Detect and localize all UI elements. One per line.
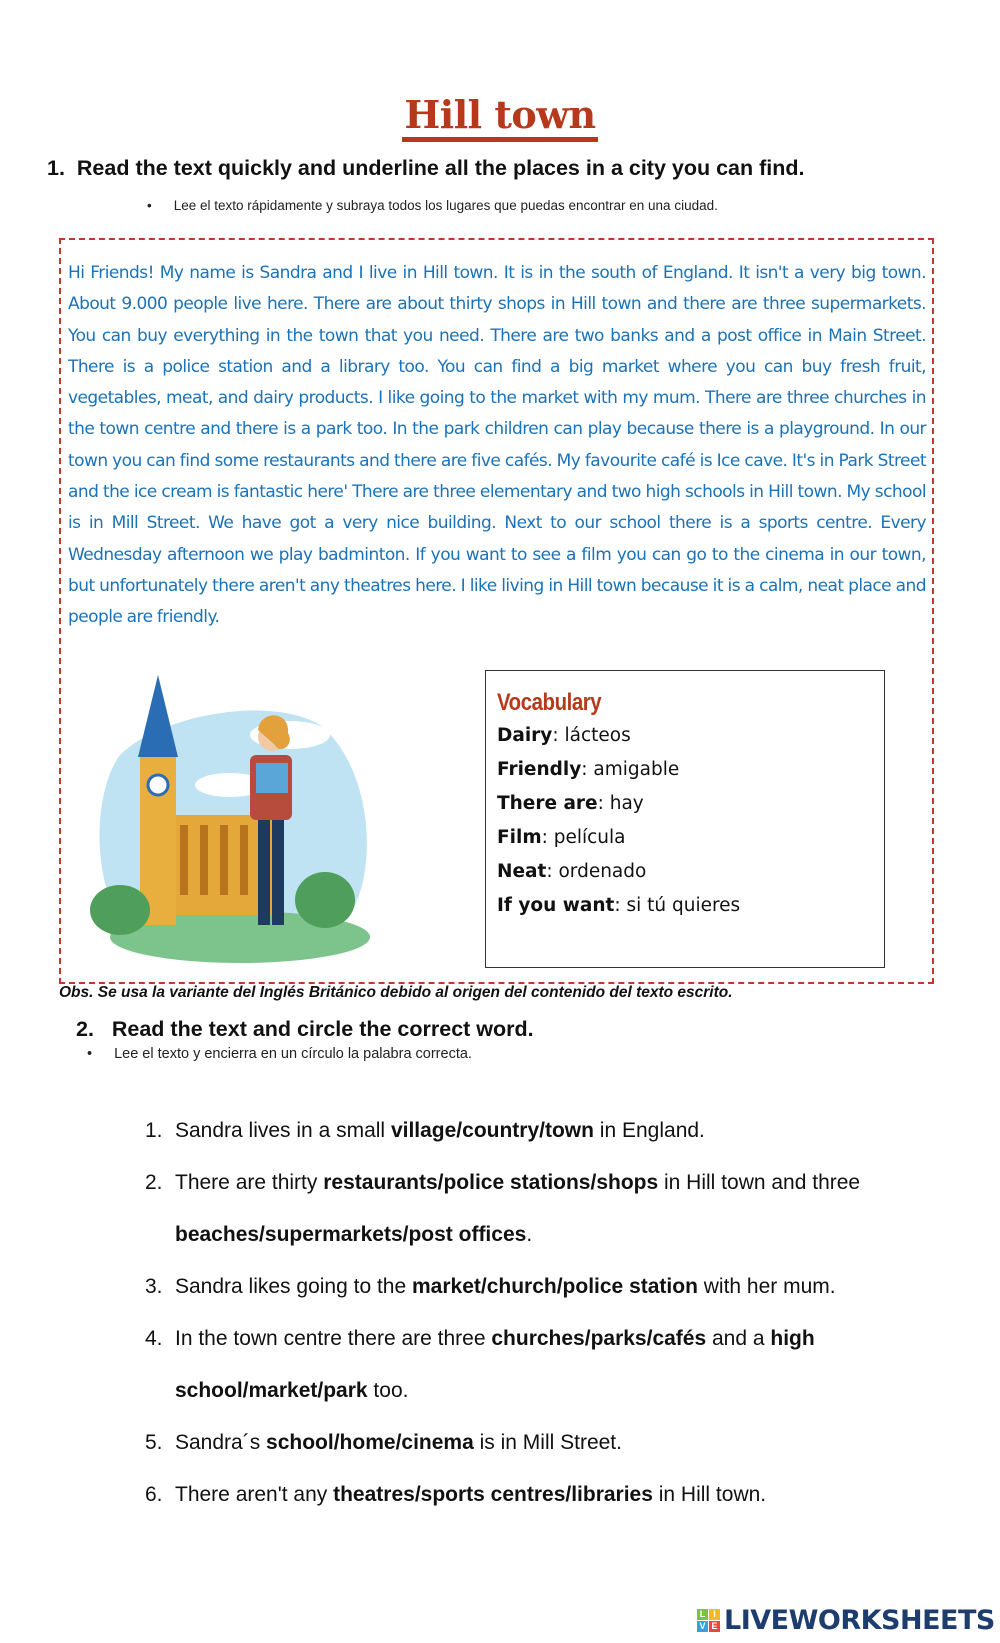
q1-text: Read the text quickly and underline all the places in a city you can find.	[76, 156, 805, 180]
word-options[interactable]: beaches/supermarkets/post offices	[175, 1223, 527, 1246]
item-number: 2.	[145, 1171, 163, 1194]
vocab-item: If you want: si tú quieres	[497, 895, 741, 916]
vocab-item: Friendly: amigable	[497, 759, 680, 780]
logo-letter: L	[697, 1609, 708, 1620]
vocabulary-title: Vocabulary	[497, 689, 602, 716]
question-item	[145, 1105, 915, 1157]
q2-sub-text: Lee el texto y encierra en un círculo la palabra correcta.	[114, 1046, 472, 1062]
word-options[interactable]: village/country/town	[390, 1119, 594, 1142]
question-item	[145, 1313, 915, 1417]
word-options[interactable]: restaurants/police stations/shops	[323, 1171, 659, 1194]
word-options[interactable]: school/home/cinema	[266, 1431, 474, 1454]
item-text: There aren't any	[175, 1483, 334, 1506]
vocabulary-box	[485, 670, 885, 968]
logo-letter: I	[709, 1609, 720, 1620]
vocab-term: Film	[497, 827, 542, 848]
question-2-heading	[76, 1017, 534, 1042]
vocab-item: Film: película	[497, 827, 626, 848]
vocab-item: Neat: ordenado	[497, 861, 647, 882]
vocab-item: Dairy: lácteos	[497, 725, 631, 746]
item-text: in England.	[593, 1119, 705, 1142]
logo-letter: V	[697, 1621, 708, 1632]
logo-text: LIVEWORKSHEETS	[724, 1605, 995, 1636]
title-text: Hill town	[402, 92, 597, 142]
item-text: too.	[367, 1379, 409, 1402]
item-text: Sandra likes going to the	[175, 1275, 412, 1298]
vocab-item: There are: hay	[497, 793, 644, 814]
q1-number: 1.	[47, 156, 65, 180]
item-text: and a	[706, 1327, 771, 1350]
vocab-term: There are	[497, 793, 598, 814]
q2-number: 2.	[76, 1017, 94, 1041]
reading-text: Hi Friends! My name is Sandra and I live in Hill town. It is in the south of England. It isn't a very big town. About 9.000 people live here. There are about thirty shops in Hill town and there are three supermarkets. You can buy everything in the town that you need. There are two banks and a post office in Main Street. There is a police station and a library too. You can find a big market where you can buy fresh fruit, vegetables, meat, and dairy products. I like going to the market with my mum. There are three churches in the town centre and there is a park too. In the park children can play because there is a playground. In our town you can find some restaurants and there are five cafés. My favourite café is Ice cave. It's in Park Street and the ice cream is fantastic here' There are three elementary and two high schools in Hill town. My school is in Mill Street. We have got a very nice building. Next to our school there is a sports centre. Every Wednesday afternoon we play badminton. If you want to see a film you can go to the cinema in our town, but unfortunately there aren't any theatres here. I like living in Hill town because it is a calm, neat place and people are friendly.	[68, 263, 926, 628]
item-text: with her mum.	[697, 1275, 836, 1298]
item-text: .	[526, 1223, 533, 1246]
vocab-meaning: ordenado	[558, 861, 647, 882]
vocab-meaning: película	[553, 827, 626, 848]
question-item	[145, 1469, 915, 1521]
vocab-meaning: si tú quieres	[626, 895, 741, 916]
question-item	[145, 1157, 915, 1261]
item-text: Sandra´s	[175, 1431, 267, 1454]
item-number: 3.	[145, 1275, 163, 1298]
vocab-term: Friendly	[497, 759, 582, 780]
word-options[interactable]: high school/market/park	[175, 1327, 815, 1402]
word-options[interactable]: market/church/police station	[412, 1275, 698, 1298]
word-options[interactable]: theatres/sports centres/libraries	[333, 1483, 653, 1506]
item-number: 5.	[145, 1431, 163, 1454]
question-2-list	[145, 1105, 915, 1521]
vocab-meaning: lácteos	[564, 725, 631, 746]
item-text: in Hill town and three	[658, 1171, 861, 1194]
worksheet-title	[0, 92, 1000, 137]
item-text: in Hill town.	[652, 1483, 767, 1506]
vocab-term: Dairy	[497, 725, 553, 746]
question-item	[145, 1261, 915, 1313]
town-illustration	[80, 675, 370, 970]
item-text: Sandra lives in a small	[175, 1119, 391, 1142]
item-number: 6.	[145, 1483, 163, 1506]
item-text: is in Mill Street.	[473, 1431, 622, 1454]
word-options[interactable]: churches/parks/cafés	[491, 1327, 707, 1350]
item-number: 4.	[145, 1327, 163, 1350]
vocab-meaning: amigable	[593, 759, 680, 780]
question-2-subtitle	[87, 1046, 472, 1062]
liveworksheets-logo	[697, 1605, 995, 1636]
observation-note: Obs. Se usa la variante del Inglés Británico debido al origen del contenido del texto escrito.	[59, 984, 733, 1001]
logo-letter: E	[709, 1621, 720, 1632]
q2-text: Read the text and circle the correct word.	[111, 1017, 534, 1041]
item-text: There are thirty	[175, 1171, 324, 1194]
item-number: 1.	[145, 1119, 163, 1142]
logo-icon	[697, 1609, 720, 1632]
vocab-term: If you want	[497, 895, 615, 916]
question-1-subtitle	[147, 198, 718, 213]
vocab-meaning: hay	[609, 793, 644, 814]
vocab-term: Neat	[497, 861, 547, 882]
item-text: In the town centre there are three	[175, 1327, 492, 1350]
q1-sub-text: Lee el texto rápidamente y subraya todos los lugares que puedas encontrar en una ciudad.	[173, 198, 718, 213]
question-1-heading	[47, 156, 805, 181]
question-item	[145, 1417, 915, 1469]
